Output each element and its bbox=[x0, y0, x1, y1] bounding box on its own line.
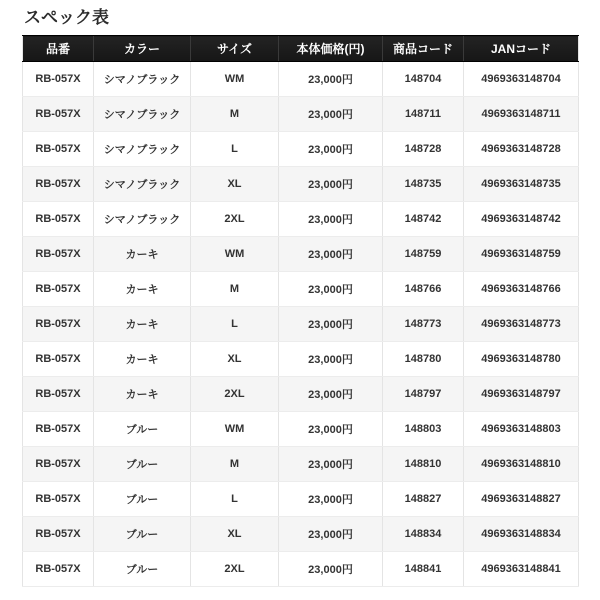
cell-item-number: RB-057X bbox=[23, 167, 94, 202]
cell-item-number: RB-057X bbox=[23, 272, 94, 307]
cell-product-code: 148810 bbox=[383, 447, 464, 482]
table-row bbox=[23, 62, 579, 97]
cell-size: L bbox=[191, 482, 279, 517]
cell-color: カーキ bbox=[94, 237, 191, 272]
cell-product-code: 148728 bbox=[383, 132, 464, 167]
cell-product-code: 148773 bbox=[383, 307, 464, 342]
cell-product-code: 148766 bbox=[383, 272, 464, 307]
table-row bbox=[23, 482, 579, 517]
cell-jan-code: 4969363148735 bbox=[464, 167, 579, 202]
table-row bbox=[23, 412, 579, 447]
column-header-price: 本体価格(円) bbox=[279, 36, 383, 62]
cell-price: 23,000円 bbox=[279, 167, 383, 202]
cell-item-number: RB-057X bbox=[23, 202, 94, 237]
cell-product-code: 148834 bbox=[383, 517, 464, 552]
cell-price: 23,000円 bbox=[279, 412, 383, 447]
column-header-color: カラー bbox=[94, 36, 191, 62]
cell-price: 23,000円 bbox=[279, 342, 383, 377]
cell-color: シマノブラック bbox=[94, 202, 191, 237]
cell-price: 23,000円 bbox=[279, 552, 383, 587]
column-header-item-number: 品番 bbox=[23, 36, 94, 62]
table-row bbox=[23, 342, 579, 377]
cell-product-code: 148735 bbox=[383, 167, 464, 202]
cell-color: ブルー bbox=[94, 517, 191, 552]
cell-jan-code: 4969363148841 bbox=[464, 552, 579, 587]
cell-color: カーキ bbox=[94, 307, 191, 342]
cell-item-number: RB-057X bbox=[23, 482, 94, 517]
cell-item-number: RB-057X bbox=[23, 447, 94, 482]
cell-item-number: RB-057X bbox=[23, 307, 94, 342]
cell-item-number: RB-057X bbox=[23, 517, 94, 552]
cell-price: 23,000円 bbox=[279, 517, 383, 552]
cell-price: 23,000円 bbox=[279, 447, 383, 482]
cell-product-code: 148704 bbox=[383, 62, 464, 97]
cell-size: XL bbox=[191, 342, 279, 377]
cell-product-code: 148780 bbox=[383, 342, 464, 377]
cell-price: 23,000円 bbox=[279, 482, 383, 517]
cell-size: 2XL bbox=[191, 202, 279, 237]
cell-color: カーキ bbox=[94, 377, 191, 412]
cell-product-code: 148711 bbox=[383, 97, 464, 132]
cell-jan-code: 4969363148803 bbox=[464, 412, 579, 447]
cell-color: シマノブラック bbox=[94, 97, 191, 132]
cell-price: 23,000円 bbox=[279, 62, 383, 97]
cell-item-number: RB-057X bbox=[23, 412, 94, 447]
cell-color: シマノブラック bbox=[94, 132, 191, 167]
cell-price: 23,000円 bbox=[279, 237, 383, 272]
cell-jan-code: 4969363148759 bbox=[464, 237, 579, 272]
cell-price: 23,000円 bbox=[279, 377, 383, 412]
cell-size: 2XL bbox=[191, 552, 279, 587]
cell-size: L bbox=[191, 307, 279, 342]
cell-size: WM bbox=[191, 62, 279, 97]
cell-color: シマノブラック bbox=[94, 167, 191, 202]
table-row bbox=[23, 132, 579, 167]
cell-item-number: RB-057X bbox=[23, 62, 94, 97]
table-row bbox=[23, 517, 579, 552]
table-row bbox=[23, 237, 579, 272]
cell-jan-code: 4969363148780 bbox=[464, 342, 579, 377]
cell-item-number: RB-057X bbox=[23, 237, 94, 272]
cell-jan-code: 4969363148711 bbox=[464, 97, 579, 132]
cell-jan-code: 4969363148827 bbox=[464, 482, 579, 517]
cell-product-code: 148759 bbox=[383, 237, 464, 272]
cell-price: 23,000円 bbox=[279, 307, 383, 342]
table-row bbox=[23, 97, 579, 132]
cell-jan-code: 4969363148834 bbox=[464, 517, 579, 552]
cell-product-code: 148827 bbox=[383, 482, 464, 517]
cell-jan-code: 4969363148704 bbox=[464, 62, 579, 97]
cell-price: 23,000円 bbox=[279, 132, 383, 167]
cell-color: カーキ bbox=[94, 272, 191, 307]
table-header-row bbox=[23, 36, 579, 62]
table-row bbox=[23, 202, 579, 237]
cell-jan-code: 4969363148766 bbox=[464, 272, 579, 307]
cell-jan-code: 4969363148773 bbox=[464, 307, 579, 342]
cell-color: シマノブラック bbox=[94, 62, 191, 97]
cell-item-number: RB-057X bbox=[23, 342, 94, 377]
cell-product-code: 148742 bbox=[383, 202, 464, 237]
cell-jan-code: 4969363148810 bbox=[464, 447, 579, 482]
table-row bbox=[23, 307, 579, 342]
cell-size: XL bbox=[191, 167, 279, 202]
page-title: スペック表 bbox=[24, 8, 109, 27]
table-row bbox=[23, 167, 579, 202]
cell-product-code: 148841 bbox=[383, 552, 464, 587]
column-header-product-code: 商品コード bbox=[383, 36, 464, 62]
cell-jan-code: 4969363148728 bbox=[464, 132, 579, 167]
spec-table bbox=[22, 35, 579, 587]
cell-color: ブルー bbox=[94, 552, 191, 587]
cell-product-code: 148803 bbox=[383, 412, 464, 447]
cell-item-number: RB-057X bbox=[23, 377, 94, 412]
cell-color: カーキ bbox=[94, 342, 191, 377]
cell-size: WM bbox=[191, 237, 279, 272]
cell-price: 23,000円 bbox=[279, 272, 383, 307]
cell-item-number: RB-057X bbox=[23, 132, 94, 167]
cell-price: 23,000円 bbox=[279, 97, 383, 132]
cell-color: ブルー bbox=[94, 447, 191, 482]
cell-size: XL bbox=[191, 517, 279, 552]
column-header-size: サイズ bbox=[191, 36, 279, 62]
cell-jan-code: 4969363148797 bbox=[464, 377, 579, 412]
cell-color: ブルー bbox=[94, 412, 191, 447]
cell-price: 23,000円 bbox=[279, 202, 383, 237]
cell-size: L bbox=[191, 132, 279, 167]
cell-item-number: RB-057X bbox=[23, 97, 94, 132]
cell-jan-code: 4969363148742 bbox=[464, 202, 579, 237]
cell-color: ブルー bbox=[94, 482, 191, 517]
table-row bbox=[23, 447, 579, 482]
cell-size: 2XL bbox=[191, 377, 279, 412]
cell-product-code: 148797 bbox=[383, 377, 464, 412]
cell-size: M bbox=[191, 272, 279, 307]
cell-size: WM bbox=[191, 412, 279, 447]
cell-size: M bbox=[191, 447, 279, 482]
column-header-jan-code: JANコード bbox=[464, 36, 579, 62]
table-row bbox=[23, 377, 579, 412]
table-row bbox=[23, 552, 579, 587]
cell-size: M bbox=[191, 97, 279, 132]
table-row bbox=[23, 272, 579, 307]
cell-item-number: RB-057X bbox=[23, 552, 94, 587]
